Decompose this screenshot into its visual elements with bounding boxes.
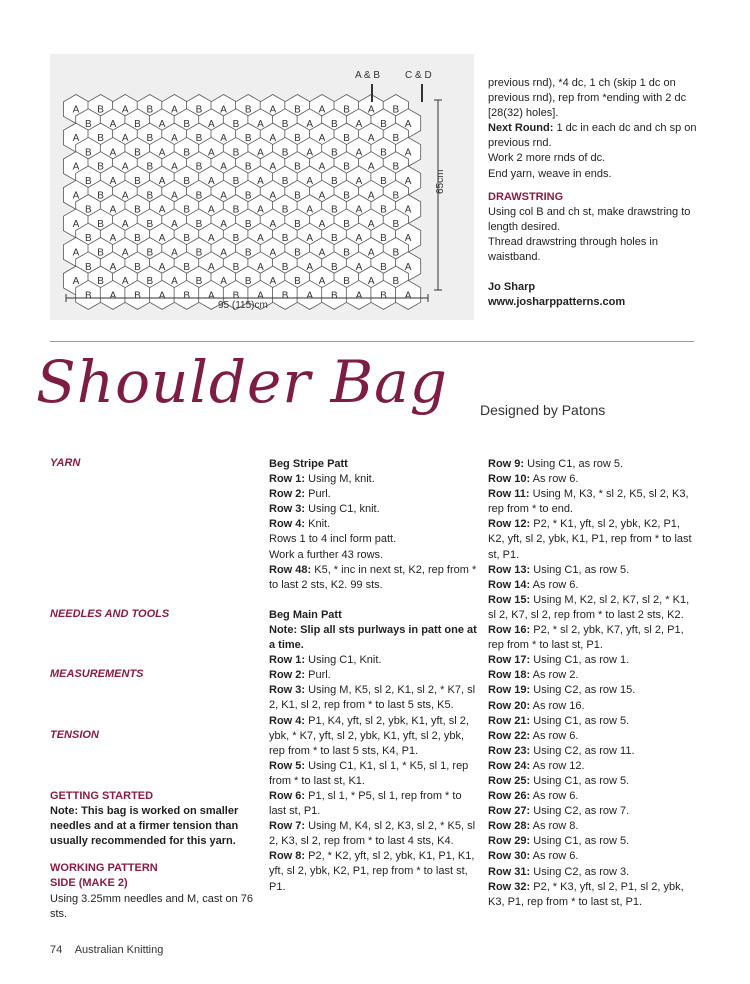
hex-letter: B [146, 276, 154, 288]
hex-letter: A [355, 147, 363, 159]
hex-letter: A [72, 161, 80, 173]
hex-letter: B [392, 161, 400, 173]
hex-letter: B [183, 176, 191, 187]
hex-letter: A [109, 147, 117, 159]
hex-letter: B [146, 218, 154, 230]
row-line: Row 6: P1, sl 1, * P5, sl 1, rep from * to last st, P1. [269, 789, 462, 818]
hex-letter: B [244, 161, 252, 173]
pattern-column-2 [269, 457, 477, 895]
row-line: Row 11: Using M, K3, * sl 2, K5, sl 2, K3, rep from * to end. [488, 488, 689, 516]
row-line: Row 19: Using C2, as row 15. [488, 684, 636, 697]
row-line: Row 1: Using C1, Knit. [269, 654, 382, 667]
hex-letter: B [146, 133, 154, 145]
hex-letter: B [195, 218, 203, 230]
hex-letter: A [220, 247, 227, 259]
hex-letter: B [134, 204, 141, 216]
needles-heading: NEEDLES AND TOOLS [50, 608, 170, 620]
row-line: Row 8: P2, * K2, yft, sl 2, ybk, K1, P1, K1, yft, sl 2, ybk, K2, P1, rep from * to last st, P1. [269, 850, 475, 893]
hex-letter: B [232, 233, 240, 245]
tension-heading: TENSION [50, 729, 99, 741]
row-line: Row 5: Using C1, K1, sl 1, * K5, sl 1, rep from * to last st, K1. [269, 759, 469, 787]
hex-letter: B [330, 204, 338, 216]
hex-letter: A [257, 233, 264, 245]
hex-letter: A [207, 176, 215, 187]
designer-credit: Designed by Patons [480, 402, 606, 418]
hex-letter: A [121, 161, 129, 173]
hex-letter: B [343, 276, 350, 288]
hex-letter: B [343, 133, 350, 145]
row-line: Row 32: P2, * K3, yft, sl 2, P1, sl 2, ybk, K3, P1, rep from * to last st, P1. [488, 880, 684, 908]
hex-letter: B [281, 261, 289, 273]
hex-letter: A [306, 176, 314, 187]
hex-letter: A [257, 118, 264, 130]
hex-letter: A [404, 233, 412, 245]
row-line: Row 2: Purl. [269, 488, 331, 501]
hex-letter: A [269, 161, 277, 173]
hex-letter: A [257, 261, 264, 273]
hex-letter: B [195, 133, 203, 145]
hexagon-diagram-panel [50, 54, 474, 320]
hex-letter: A [318, 104, 326, 116]
width-label: 95 (115)cm [218, 300, 268, 311]
finishing-instructions [488, 76, 708, 310]
hex-letter: A [121, 276, 129, 288]
hex-letter: A [121, 247, 129, 259]
hex-letter: A [318, 276, 326, 288]
hex-letter: B [84, 204, 92, 216]
hex-letter: B [97, 190, 104, 202]
hex-letter: B [330, 233, 338, 245]
hex-letter: A [72, 276, 80, 288]
hex-letter: A [207, 233, 215, 245]
row-line: Row 4: Knit. [269, 518, 331, 531]
row-line: Row 26: As row 6. [488, 790, 579, 803]
hex-letter: B [294, 161, 301, 173]
hex-letter: A [269, 247, 277, 259]
hex-letter: A [121, 190, 129, 202]
hex-letter: B [330, 147, 338, 159]
hex-letter: A [72, 104, 80, 116]
side-text: Using 3.25mm needles and M, cast on 76 sts. [50, 892, 254, 920]
pattern-column-3 [488, 457, 698, 910]
row-line: Row 28: As row 8. [488, 820, 579, 833]
hex-letter: A [158, 233, 166, 245]
hex-letter: A [269, 218, 277, 230]
hex-letter: A [257, 290, 264, 302]
instruction-line: previous rnd), *4 dc, 1 ch (skip 1 dc on previous rnd), rep from *ending with 2 dc [28(32) holes]. [488, 77, 687, 120]
hex-letter: B [343, 247, 350, 259]
hex-letter: B [84, 118, 92, 130]
hex-letter: A [318, 161, 326, 173]
hex-letter: A [269, 276, 277, 288]
hex-letter: B [294, 190, 301, 202]
hex-letter: A [171, 161, 178, 173]
hex-letter: A [109, 290, 117, 302]
hex-letter: B [330, 176, 338, 187]
hex-letter: B [134, 261, 141, 273]
main-patt-note: Note: Slip all sts purlways in patt one at a time. [269, 623, 477, 652]
hex-letter: A [318, 133, 326, 145]
row-line: Row 2: Purl. [269, 669, 331, 682]
row-line: Row 24: As row 12. [488, 759, 585, 772]
row-line: Row 23: Using C2, as row 11. [488, 744, 635, 757]
row-line: Row 29: Using C1, as row 5. [488, 835, 630, 848]
hex-letter: B [380, 147, 387, 159]
hex-letter: A [367, 161, 375, 173]
row-line: Row 48: K5, * inc in next st, K2, rep from * to last 2 sts, K2. 99 sts. [269, 563, 477, 591]
hex-letter: B [392, 247, 400, 259]
hex-letter: A [72, 190, 80, 202]
hex-letter: B [294, 247, 301, 259]
hex-letter: B [183, 290, 191, 302]
hex-letter: A [171, 190, 178, 202]
measurements-heading: MEASUREMENTS [50, 668, 144, 680]
hex-letter: B [380, 290, 387, 302]
row-line: Row 18: As row 2. [488, 669, 579, 682]
row-line: Row 21: Using C1, as row 5. [488, 714, 630, 727]
row-line: Row 9: Using C1, as row 5. [488, 458, 624, 470]
instruction-line: Work 2 more rnds of dc. [488, 152, 606, 165]
hex-letter: B [134, 147, 141, 159]
hex-letter: B [97, 161, 104, 173]
hex-letter: A [367, 247, 375, 259]
row-line: Row 3: Using M, K5, sl 2, K1, sl 2, * K7, sl 2, K1, sl 2, rep from * to last 5 sts, K5. [269, 684, 476, 712]
hex-letter: A [404, 147, 412, 159]
hex-letter: A [109, 233, 117, 245]
hex-letter: A [306, 261, 314, 273]
hex-letter: A [121, 133, 129, 145]
hex-letter: B [195, 161, 203, 173]
hex-letter: A [306, 118, 314, 130]
hex-letter: B [330, 290, 338, 302]
hex-letter: A [220, 133, 227, 145]
hex-letter: B [97, 218, 104, 230]
hex-letter: B [84, 147, 92, 159]
hex-letter: A [367, 133, 375, 145]
row-line: Row 17: Using C1, as row 1. [488, 654, 630, 667]
hex-letter: A [355, 176, 363, 187]
hex-letter: A [355, 290, 363, 302]
hex-letter: B [343, 190, 350, 202]
hex-letter: B [294, 218, 301, 230]
hex-letter: B [343, 161, 350, 173]
hex-letter: A [404, 290, 412, 302]
hex-letter: A [367, 190, 375, 202]
hex-letter: A [158, 290, 166, 302]
hex-letter: A [207, 118, 215, 130]
hex-letter: A [72, 218, 80, 230]
hex-letter: A [367, 276, 375, 288]
hex-letter: B [281, 176, 289, 187]
hex-letter: B [392, 218, 400, 230]
hex-letter: A [257, 176, 264, 187]
hex-letter: A [404, 118, 412, 130]
hex-letter: A [367, 218, 375, 230]
hex-letter: A [355, 118, 363, 130]
row-line: Row 31: Using C2, as row 3. [488, 865, 630, 878]
hex-letter: A [109, 204, 117, 216]
row-line: Row 10: As row 6. [488, 473, 579, 486]
hex-letter: A [121, 218, 129, 230]
hex-letter: A [355, 261, 363, 273]
hex-letter: B [380, 176, 387, 187]
working-pattern-heading: WORKING PATTERN [50, 862, 158, 875]
hex-letter: B [84, 261, 92, 273]
hex-letter: A [220, 104, 227, 116]
drawstring-line: Thread drawstring through holes in waistband. [488, 235, 658, 264]
hex-letter: A [171, 218, 178, 230]
hex-letter: B [97, 276, 104, 288]
hex-letter: A [318, 247, 326, 259]
page-footer [50, 944, 173, 956]
hex-letter: A [306, 290, 314, 302]
hex-letter: B [330, 261, 338, 273]
drawstring-line: Using col B and ch st, make drawstring to length desired. [488, 205, 691, 233]
hex-letter: B [330, 118, 338, 130]
row-line: Row 30: As row 6. [488, 850, 579, 863]
hex-letter: A [158, 147, 166, 159]
hex-letter: A [171, 104, 178, 116]
label-c-d: C & D [405, 70, 432, 81]
hex-letter: A [121, 104, 129, 116]
page-number: 74 [50, 944, 63, 956]
section-divider [50, 341, 694, 342]
main-patt-heading: Beg Main Patt [269, 608, 342, 621]
hex-letter: B [343, 218, 350, 230]
instruction-line: End yarn, weave in ends. [488, 167, 612, 180]
getting-started-text: Note: This bag is worked on smaller needles and at a firmer tension than usually recommended for this yarn. [50, 805, 239, 848]
row-line: Row 14: As row 6. [488, 578, 579, 591]
hex-letter: A [220, 161, 227, 173]
hex-letter: B [244, 104, 252, 116]
hex-letter: A [171, 133, 178, 145]
hex-letter: A [109, 176, 117, 187]
hex-letter: A [306, 233, 314, 245]
hex-letter: B [392, 104, 400, 116]
hex-letter: B [281, 118, 289, 130]
hex-letter: B [294, 133, 301, 145]
hex-letter: B [146, 190, 154, 202]
hex-letter: A [207, 290, 215, 302]
hex-letter: B [232, 176, 240, 187]
hex-letter: A [220, 218, 227, 230]
hex-letter: A [171, 276, 178, 288]
label-a-b: A & B [355, 70, 381, 81]
row-line: Row 20: As row 16. [488, 699, 585, 712]
page-title: Shoulder Bag [36, 348, 448, 416]
hex-letter: B [195, 247, 203, 259]
hex-letter: B [84, 176, 92, 187]
row-line: Row 12: P2, * K1, yft, sl 2, ybk, K2, P1, K2, yft, sl 2, ybk, K1, P1, rep from * to last st, P1. [488, 518, 692, 561]
hex-letter: A [158, 261, 166, 273]
hex-letter: A [158, 204, 166, 216]
hex-letter: B [84, 290, 92, 302]
hex-letter: B [392, 190, 400, 202]
hex-letter: B [134, 176, 141, 187]
hex-letter: B [146, 104, 154, 116]
row-line: Row 22: As row 6. [488, 729, 579, 742]
hex-letter: A [404, 204, 412, 216]
hex-letter: A [158, 176, 166, 187]
hex-letter: B [281, 147, 289, 159]
hex-letter: B [195, 276, 203, 288]
credit-name: Jo Sharp [488, 281, 536, 294]
hex-letter: A [269, 190, 277, 202]
hex-letter: A [257, 147, 264, 159]
hex-letter: B [195, 104, 203, 116]
hex-letter: A [171, 247, 178, 259]
hex-letter: B [146, 161, 154, 173]
row-line: Row 27: Using C2, as row 7. [488, 805, 630, 818]
hex-letter: A [207, 261, 215, 273]
hex-letter: A [109, 118, 117, 130]
hex-letter: A [207, 204, 215, 216]
row-line: Rows 1 to 4 incl form patt. [269, 533, 397, 546]
hex-letter: B [232, 147, 240, 159]
hex-letter: B [183, 147, 191, 159]
instruction-line: Next Round: 1 dc in each dc and ch sp on previous rnd. [488, 122, 697, 150]
hex-letter: B [183, 233, 191, 245]
hex-letter: B [146, 247, 154, 259]
side-heading: SIDE (MAKE 2) [50, 877, 128, 890]
row-line: Row 1: Using M, knit. [269, 473, 375, 486]
drawstring-heading: DRAWSTRING [488, 190, 564, 203]
hex-letter: B [244, 276, 252, 288]
hex-letter: B [244, 218, 252, 230]
row-line: Row 7: Using M, K4, sl 2, K3, sl 2, * K5, sl 2, K3, sl 2, rep from * to last 4 sts, K4. [269, 820, 476, 848]
hex-letter: A [220, 276, 227, 288]
row-line: Work a further 43 rows. [269, 548, 384, 561]
hex-letter: A [72, 133, 80, 145]
hex-letter: B [380, 261, 387, 273]
row-line: Row 13: Using C1, as row 5. [488, 563, 630, 576]
hex-letter: A [318, 190, 326, 202]
row-line: Row 25: Using C1, as row 5. [488, 774, 630, 787]
hex-letter: B [232, 204, 240, 216]
hex-letter: B [183, 204, 191, 216]
hex-letter: B [183, 118, 191, 130]
hex-letter: B [244, 190, 252, 202]
hex-letter: B [294, 104, 301, 116]
hex-letter: A [355, 204, 363, 216]
publication-name: Australian Knitting [74, 944, 164, 956]
hex-letter: B [232, 118, 240, 130]
hex-letter: B [134, 233, 141, 245]
hex-letter: A [207, 147, 215, 159]
hex-letter: A [367, 104, 375, 116]
hex-letter: B [134, 118, 141, 130]
hex-letter: B [392, 133, 400, 145]
hex-letter: B [97, 104, 104, 116]
credit-url[interactable]: www.josharppatterns.com [488, 296, 626, 309]
hex-letter: A [404, 176, 412, 187]
hex-letter: A [158, 118, 166, 130]
hex-letter: B [281, 290, 289, 302]
hexagon-diagram [50, 54, 474, 320]
hex-letter: B [195, 190, 203, 202]
hex-letter: B [281, 204, 289, 216]
hex-letter: B [232, 261, 240, 273]
hex-letter: B [244, 247, 252, 259]
hex-letter: B [294, 276, 301, 288]
hex-letter: B [84, 233, 92, 245]
getting-started-heading: GETTING STARTED [50, 790, 154, 802]
hex-letter: A [306, 147, 314, 159]
stripe-heading: Beg Stripe Patt [269, 458, 348, 470]
hex-letter: B [380, 204, 387, 216]
row-line: Row 16: P2, * sl 2, ybk, K7, yft, sl 2, P1, rep from * to last st, P1. [488, 624, 684, 652]
row-line: Row 15: Using M, K2, sl 2, K7, sl 2, * K1, sl 2, K7, sl 2, rep from * to last 2 sts, K2. [488, 593, 690, 621]
hex-letter: B [380, 233, 387, 245]
hex-letter: B [183, 261, 191, 273]
height-label: 65cm [435, 169, 446, 194]
getting-started-section [50, 789, 260, 922]
hex-letter: A [269, 133, 277, 145]
hex-letter: A [269, 104, 277, 116]
hex-letter: B [232, 290, 240, 302]
hex-letter: A [306, 204, 314, 216]
hex-letter: A [109, 261, 117, 273]
hex-letter: A [72, 247, 80, 259]
hex-letter: A [318, 218, 326, 230]
hex-letter: B [97, 247, 104, 259]
hex-letter: B [392, 276, 400, 288]
row-line: Row 3: Using C1, knit. [269, 503, 380, 516]
hex-letter: B [134, 290, 141, 302]
hex-letter: B [281, 233, 289, 245]
yarn-heading: YARN [50, 457, 81, 469]
hex-letter: A [220, 190, 227, 202]
hex-letter: A [404, 261, 412, 273]
hex-letter: A [355, 233, 363, 245]
hex-letter: A [257, 204, 264, 216]
row-line: Row 4: P1, K4, yft, sl 2, ybk, K1, yft, sl 2, ybk, * K7, yft, sl 2, ybk, K1, yft, sl 2, ybk, rep from * to last 5 sts, K4, P1. [269, 714, 469, 757]
hex-letter: B [380, 118, 387, 130]
hex-letter: B [244, 133, 252, 145]
hex-letter: B [343, 104, 350, 116]
hex-letter: B [97, 133, 104, 145]
